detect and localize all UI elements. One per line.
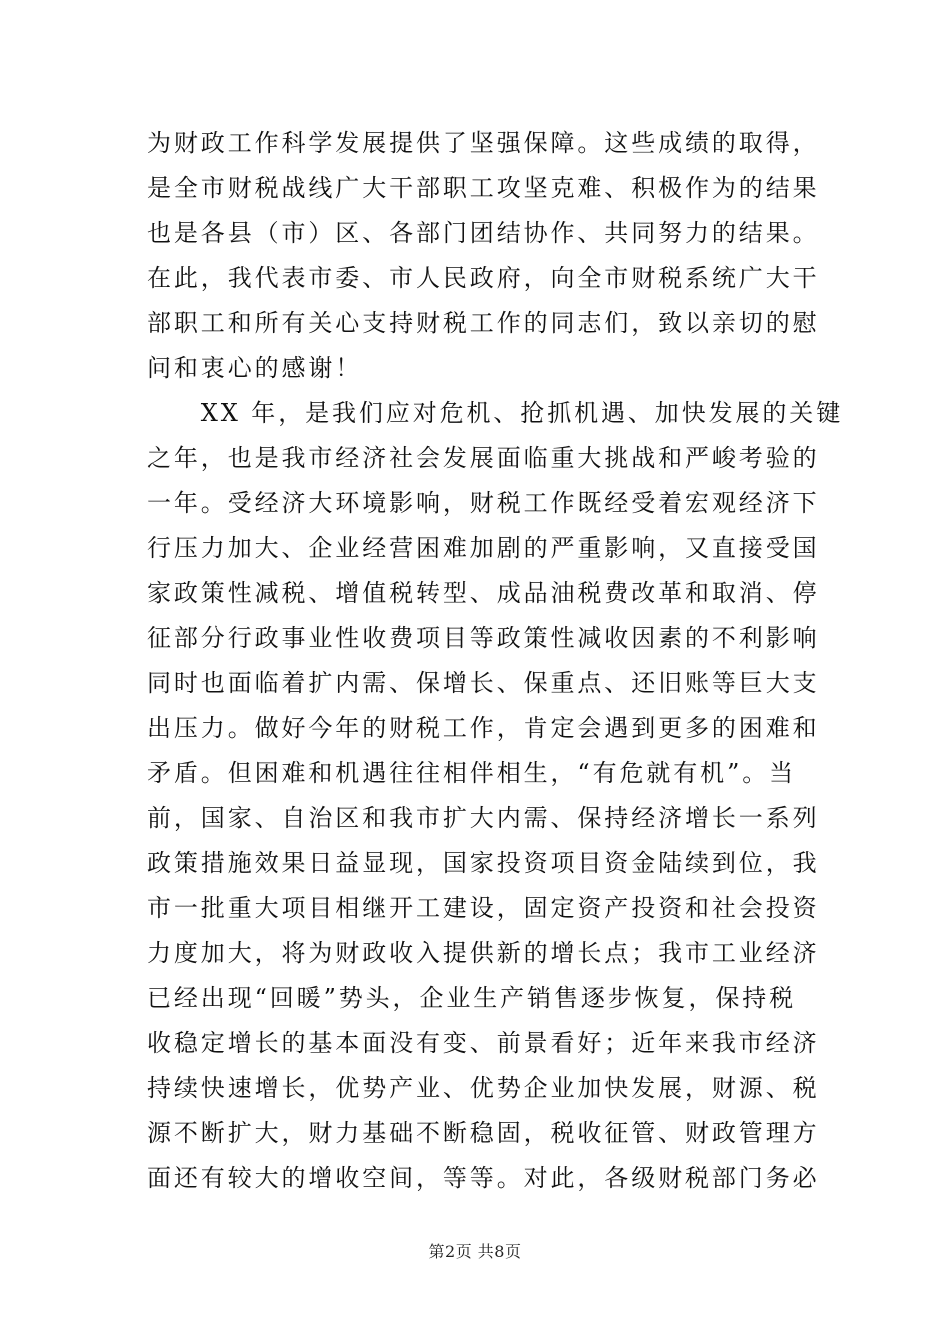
text-line: 部职工和所有关心支持财税工作的同志们，致以亲切的慰 bbox=[147, 309, 820, 337]
text-line: 同时也面临着扩内需、保增长、保重点、还旧账等巨大支 bbox=[147, 669, 820, 697]
text-line: 力度加大，将为财政收入提供新的增长点；我市工业经济 bbox=[147, 939, 820, 967]
text-line: 政策措施效果日益显现，国家投资项目资金陆续到位，我 bbox=[147, 849, 820, 877]
text-line: 矛盾。但困难和机遇往往相伴相生，“有危就有机”。当 bbox=[147, 759, 797, 787]
body-text bbox=[147, 121, 844, 1201]
text-line: 行压力加大、企业经营困难加剧的严重影响，又直接受国 bbox=[147, 534, 820, 562]
page-number-footer: 第2页 共8页 bbox=[428, 1242, 522, 1261]
text-line: 市一批重大项目相继开工建设，固定资产投资和社会投资 bbox=[147, 894, 820, 922]
text-line: 为财政工作科学发展提供了坚强保障。这些成绩的取得， bbox=[147, 129, 820, 157]
text-line: 家政策性减税、增值税转型、成品油税费改革和取消、停 bbox=[147, 579, 820, 607]
text-line: 出压力。做好今年的财税工作，肯定会遇到更多的困难和 bbox=[147, 714, 820, 742]
text-line: 问和衷心的感谢！ bbox=[147, 354, 363, 382]
text-line: 收稳定增长的基本面没有变、前景看好；近年来我市经济 bbox=[147, 1029, 820, 1057]
text-line: 持续快速增长，优势产业、优势企业加快发展，财源、税 bbox=[147, 1074, 820, 1102]
text-line: 已经出现“回暖”势头，企业生产销售逐步恢复，保持税 bbox=[147, 984, 797, 1012]
text-line: XX 年，是我们应对危机、抢抓机遇、加快发展的关键 bbox=[147, 399, 844, 427]
text-line: 之年，也是我市经济社会发展面临重大挑战和严峻考验的 bbox=[147, 444, 820, 472]
text-line: 面还有较大的增收空间，等等。对此，各级财税部门务必 bbox=[147, 1164, 820, 1192]
text-line: 也是各县（市）区、各部门团结协作、共同努力的结果。 bbox=[147, 219, 820, 247]
text-line: 前，国家、自治区和我市扩大内需、保持经济增长一系列 bbox=[147, 804, 820, 832]
text-line: 在此，我代表市委、市人民政府，向全市财税系统广大干 bbox=[147, 264, 820, 292]
text-line: 一年。受经济大环境影响，财税工作既经受着宏观经济下 bbox=[147, 489, 820, 517]
text-line: 源不断扩大，财力基础不断稳固，税收征管、财政管理方 bbox=[147, 1119, 820, 1147]
text-line: 是全市财税战线广大干部职工攻坚克难、积极作为的结果 bbox=[147, 174, 820, 202]
text-line: 征部分行政事业性收费项目等政策性减收因素的不利影响 bbox=[147, 624, 820, 652]
